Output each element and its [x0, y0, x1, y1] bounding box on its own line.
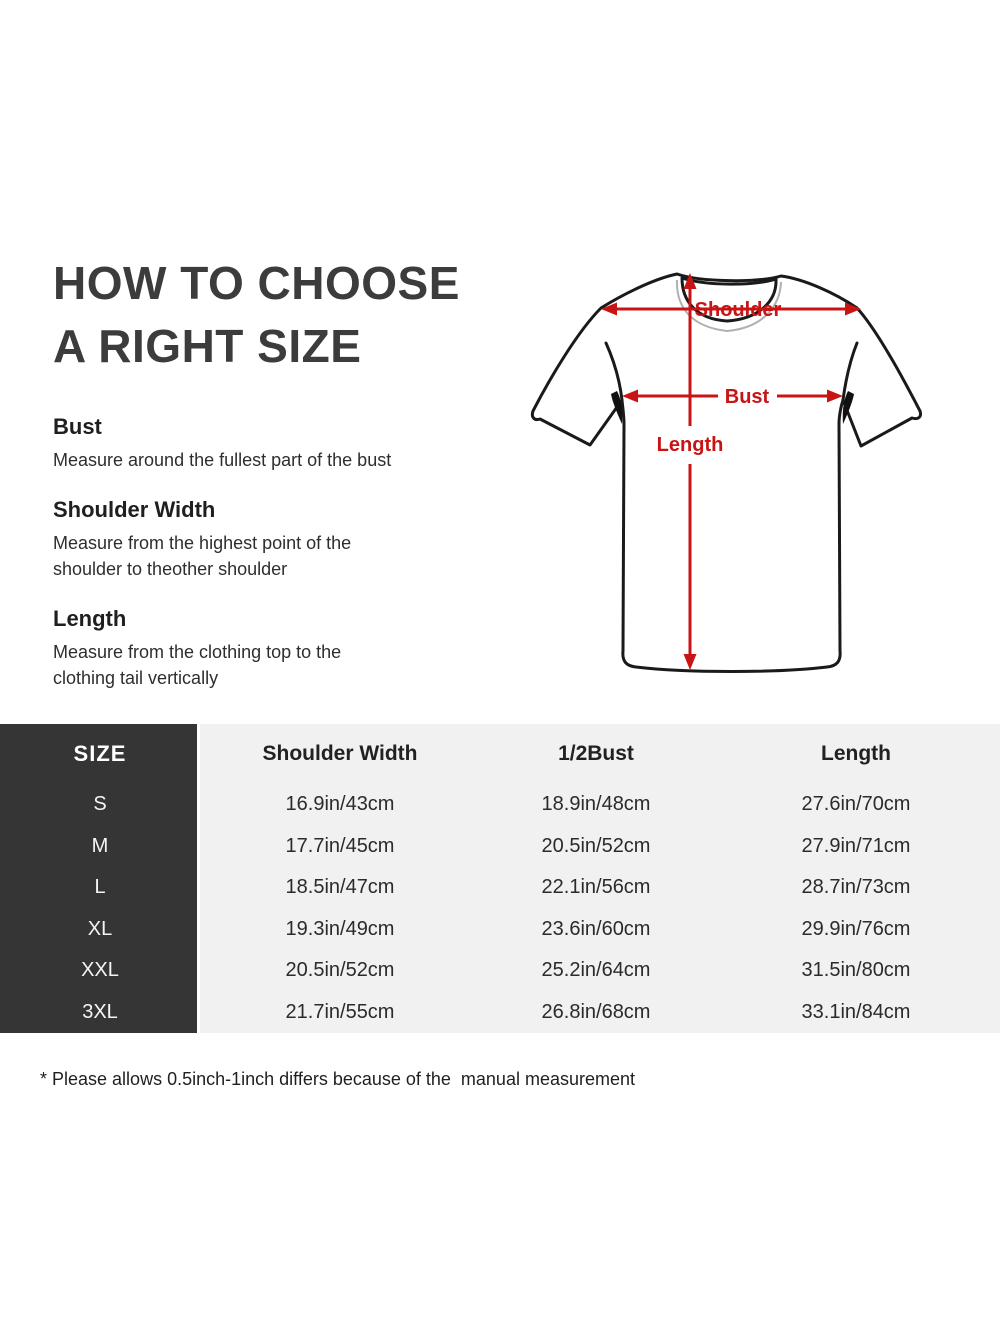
bust-label: Bust — [724, 386, 770, 408]
row-3xl-shoulder: 21.7in/55cm — [285, 1000, 395, 1023]
row-l-size: L — [94, 876, 106, 899]
row-xxl-shoulder: 20.5in/52cm — [285, 959, 395, 982]
guide-term-length: Length — [53, 606, 127, 631]
size-table-grid — [0, 724, 1000, 1033]
row-l-bust: 22.1in/56cm — [541, 876, 651, 899]
row-m-size: M — [91, 834, 109, 857]
how-to-section — [53, 252, 493, 691]
page-title — [53, 252, 493, 378]
row-m-length: 27.9in/71cm — [801, 834, 911, 857]
row-m-shoulder: 17.7in/45cm — [285, 834, 395, 857]
guide-desc-shoulder-line1: Measure from the highest point of the — [53, 533, 352, 553]
guide-desc-shoulder-line2: shoulder to theother shoulder — [53, 559, 288, 579]
length-label: Length — [656, 434, 724, 456]
row-xxl-bust: 25.2in/64cm — [541, 959, 651, 982]
measurement-disclaimer: * Please allows 0.5inch-1inch differs because of the manual measurement — [40, 1069, 636, 1089]
row-m-bust: 20.5in/52cm — [541, 834, 651, 857]
row-xl-bust: 23.6in/60cm — [541, 917, 651, 940]
row-xl-shoulder: 19.3in/49cm — [285, 917, 395, 940]
row-s-size: S — [93, 793, 107, 816]
row-xl-size: XL — [87, 917, 113, 940]
guide-item-length — [53, 606, 493, 691]
tshirt-diagram-svg — [505, 248, 945, 688]
header-half-bust: 1/2Bust — [558, 742, 634, 765]
size-table — [0, 724, 1000, 1033]
shoulder-label: Shoulder — [694, 299, 782, 321]
row-3xl-length: 33.1in/84cm — [801, 1000, 911, 1023]
guide-desc-bust-line1: Measure around the fullest part of the bust — [53, 450, 392, 470]
row-3xl-size: 3XL — [82, 1000, 118, 1023]
row-xxl-length: 31.5in/80cm — [801, 959, 911, 982]
row-l-length: 28.7in/73cm — [801, 876, 911, 899]
row-s-length: 27.6in/70cm — [801, 793, 911, 816]
page-title-line1: HOW TO CHOOSE — [53, 257, 460, 309]
guide-desc-length-line2: clothing tail vertically — [53, 668, 219, 688]
guide-item-bust — [53, 414, 493, 473]
row-s-bust: 18.9in/48cm — [541, 793, 651, 816]
tshirt-outline — [532, 274, 920, 672]
tshirt-measurement-diagram — [505, 248, 945, 688]
row-xxl-size: XXL — [81, 959, 119, 982]
guide-desc-length-line1: Measure from the clothing top to the — [53, 642, 342, 662]
header-size: SIZE — [73, 741, 127, 766]
guide-term-shoulder-width: Shoulder Width — [53, 497, 216, 522]
row-3xl-bust: 26.8in/68cm — [541, 1000, 651, 1023]
guide-term-bust: Bust — [53, 414, 102, 439]
header-shoulder-width: Shoulder Width — [262, 742, 418, 765]
page-title-line2: A RIGHT SIZE — [53, 320, 362, 372]
guide-item-shoulder-width — [53, 497, 493, 582]
row-s-shoulder: 16.9in/43cm — [285, 793, 395, 816]
header-length: Length — [821, 742, 891, 765]
row-xl-length: 29.9in/76cm — [801, 917, 911, 940]
row-l-shoulder: 18.5in/47cm — [285, 876, 395, 899]
